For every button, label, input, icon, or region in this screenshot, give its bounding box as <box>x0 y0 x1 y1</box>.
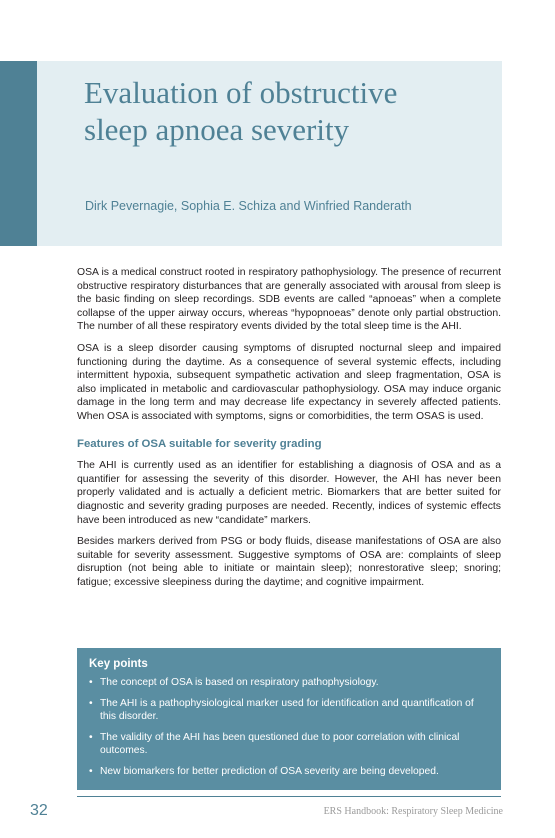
paragraph-1: OSA is a medical construct rooted in respiratory pathophysiology. The presence of recurrent obstructive respiratory disturbances that are generally associated with arousal from sleep is the basic finding on sleep recordings. SDB events are called “apnoeas” when a complete collapse of the upper airway occurs, whereas “hypopnoeas” denote only partial obstruction. The number of all these respiratory events divided by the total sleep time is the AHI. <box>77 267 501 333</box>
paragraph-4: Besides markers derived from PSG or body fluids, disease manifestations of OSA are also suitable for severity assessment. Suggestive symptoms of OSA are: complaints of sleep disruption (not being able to initiate or maintain sleep); nonrestorative sleep; snoring; fatigue; excessive sleepiness during the daytime; and cognitive impairment. <box>77 536 501 588</box>
key-point-item: • The AHI is a pathophysiological marker used for identification and quantification of this disorder. <box>89 697 474 722</box>
bullet-icon: • <box>89 731 93 743</box>
chapter-title <box>84 74 494 148</box>
title-line-1: Evaluation of obstructive <box>84 75 398 110</box>
paragraph-3: The AHI is currently used as an identifier for establishing a diagnosis of OSA and as a quantifier for assessing the severity of this disorder. However, the AHI has never been properly validated and is actually a deficient metric. Biomarkers that are better suited for diagnostic and severity grading purposes are needed. Recently, indices of systemic effects have been introduced as new “candidate” markers. <box>77 460 501 526</box>
key-points-box <box>77 648 501 790</box>
title-line-2: sleep apnoea severity <box>84 112 350 147</box>
key-point-item: • The concept of OSA is based on respiratory pathophysiology. <box>89 677 379 688</box>
section-heading: Features of OSA suitable for severity grading <box>77 437 322 450</box>
key-points-list <box>89 676 487 778</box>
key-point-item: • New biomarkers for better prediction of OSA severity are being developed. <box>89 765 439 777</box>
key-point-item: • The validity of the AHI has been questioned due to poor correlation with clinical outcomes. <box>89 731 460 756</box>
bullet-icon: • <box>89 765 93 777</box>
running-footer: ERS Handbook: Respiratory Sleep Medicine <box>323 806 503 817</box>
header-accent-bar <box>0 61 37 246</box>
footer-rule <box>77 796 501 797</box>
paragraph-2: OSA is a sleep disorder causing symptoms of disrupted nocturnal sleep and impaired functioning during the daytime. As a consequence of several systemic effects, including intermittent hypoxia, subsequent sympathetic activation and sleep fragmentation, OSA is also implicated in metabolic and cardiovascular pathophysiology. OSA may induce organic damage in the long term and may decrease life expectancy in severely affected patients. When OSA is associated with symptoms, signs or comorbidities, the term OSAS is used. <box>77 342 501 422</box>
key-points-title: Key points <box>89 658 148 670</box>
bullet-icon: • <box>89 697 93 709</box>
page-number: 32 <box>30 802 48 819</box>
chapter-body <box>77 266 501 597</box>
chapter-authors: Dirk Pevernagie, Sophia E. Schiza and Winfried Randerath <box>85 199 412 213</box>
bullet-icon: • <box>89 677 93 688</box>
